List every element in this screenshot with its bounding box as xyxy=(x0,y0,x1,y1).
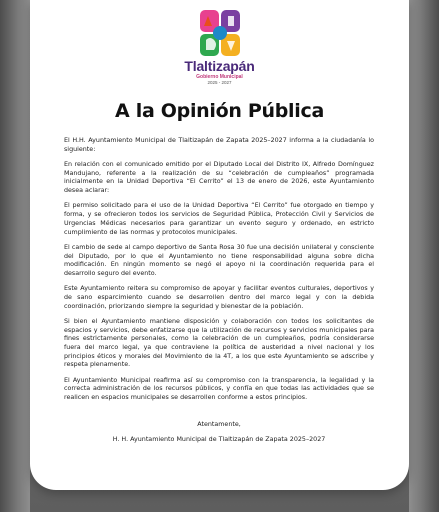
signature: H. H. Ayuntamiento Municipal de Tlaltizapán de Zapata 2025–2027 xyxy=(112,436,326,443)
closing-block xyxy=(64,421,374,443)
paragraph: El permiso solicitado para el uso de la Unidad Deportiva “El Cerrito” fue otorgado en tiempo y forma, y se ofrecieron todos los servicios de Seguridad Pública, Protección Civil y Servicios de Urgencias Médicas necesarios para garantizar un evento seguro y ordenado, en estricto cumplimiento de las normas y protocolos municipales. xyxy=(64,202,374,236)
document-title: A la Opinión Pública xyxy=(115,100,324,122)
paragraph: El cambio de sede al campo deportivo de Santa Rosa 30 fue una decisión unilateral y consciente del Diputado, por lo que el Ayuntamiento no tiene responsabilidad alguna sobre dicha modificación. En ningún momento se negó el apoyo ni la coordinación requerida para el desarrollo seguro del evento. xyxy=(64,243,374,277)
salutation: Atentamente, xyxy=(197,421,241,428)
paragraph: El H.H. Ayuntamiento Municipal de Tlaltizapán de Zapata 2025–2027 informa a la ciudadanía lo siguiente: xyxy=(64,137,374,153)
paragraph: Este Ayuntamiento reitera su compromiso de apoyar y facilitar eventos culturales, deportivos y de sano esparcimiento cuando se desarrollen dentro del marco legal y con la debida coordinación, priorizando siempre la seguridad y bienestar de la población. xyxy=(64,285,374,310)
brand-subtitle: Gobierno Municipal xyxy=(196,74,243,80)
paragraph: En relación con el comunicado emitido por el Diputado Local del Distrito IX, Alfredo Domínguez Mandujano, referente a la realización de su “celebración de cumpleaños” programada inicialmente en la Unidad Deportiva “El Cerrito” el 13 de enero de 2026, este Ayuntamiento desea aclarar: xyxy=(64,161,374,195)
municipal-logo xyxy=(30,8,409,62)
paragraph: Si bien el Ayuntamiento mantiene disposición y colaboración con todos los solicitantes de espacios y servicios, debe enfatizarse que la utilización de recursos y servicios municipales para fines estrictamente personales, como la celebración de un cumpleaños, podría considerarse fuera del marco legal, ya que contraviene la política de austeridad a nivel nacional y los principios éticos y morales del Movimiento de la 4T, a los que este Ayuntamiento se adscribe y respeta plenamente. xyxy=(64,317,374,369)
document-body xyxy=(64,137,374,409)
brand-years: 2025 - 2027 xyxy=(207,80,232,85)
paragraph: El Ayuntamiento Municipal reafirma así su compromiso con la transparencia, la legalidad y la correcta administración de los recursos públicos, y confía en que todas las actividades que se realicen en espacios municipales se desarrollen conforme a estos principios. xyxy=(64,376,374,402)
document-sheet xyxy=(30,0,409,490)
brand-name: Tlaltizapán xyxy=(184,58,255,74)
crest-icon xyxy=(198,8,242,58)
